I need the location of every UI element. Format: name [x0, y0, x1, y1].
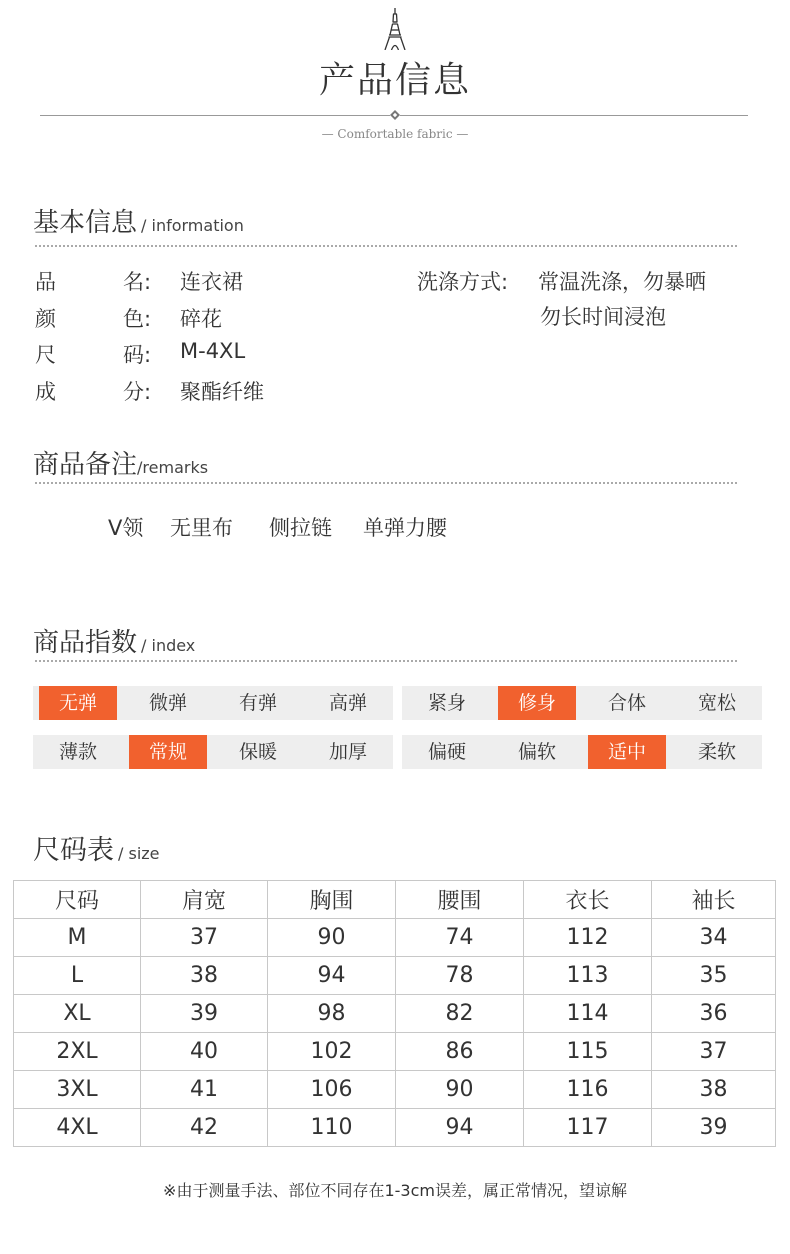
table-cell: 3XL [14, 1071, 141, 1109]
index-option-label: 常规 [129, 735, 207, 769]
remark-item: 侧拉链 [269, 516, 332, 540]
table-cell: 74 [396, 919, 524, 957]
table-cell: 90 [396, 1071, 524, 1109]
table-cell: 112 [524, 919, 652, 957]
table-row [14, 919, 776, 957]
section-title: 尺码表 [33, 835, 114, 866]
column-header: 腰围 [396, 881, 524, 919]
index-option-label: 宽松 [697, 692, 736, 714]
table-cell: 106 [268, 1071, 396, 1109]
info-key-char: 色: [123, 307, 152, 331]
index-group-elasticity [33, 686, 393, 720]
info-value: 碎花 [180, 307, 222, 331]
table-cell: 116 [524, 1071, 652, 1109]
section-title: 商品备注 [33, 450, 138, 480]
table-row [14, 1109, 776, 1147]
wash-label: 洗涤方式: [417, 270, 509, 294]
table-cell: 42 [141, 1109, 268, 1147]
wash-value-line1: 常温洗涤，勿暴晒 [538, 270, 706, 294]
table-row [14, 1033, 776, 1071]
table-cell: 78 [396, 957, 524, 995]
index-option-label: 无弹 [39, 686, 117, 720]
index-option-label: 柔软 [697, 741, 736, 763]
section-title-en: / size [118, 844, 160, 863]
table-cell: 94 [396, 1109, 524, 1147]
index-option [303, 735, 393, 769]
info-value: M-4XL [180, 339, 246, 363]
index-group-softness [402, 735, 762, 769]
index-option-label: 保暖 [238, 741, 277, 763]
index-option [672, 686, 762, 720]
index-option [582, 686, 672, 720]
table-cell: 117 [524, 1109, 652, 1147]
info-key-char: 码: [123, 343, 152, 367]
wash-value-line2: 勿长时间浸泡 [540, 305, 666, 329]
index-option-label: 适中 [588, 735, 666, 769]
table-row [14, 995, 776, 1033]
section-size-heading [33, 828, 160, 867]
table-cell: 40 [141, 1033, 268, 1071]
table-cell: 94 [268, 957, 396, 995]
index-option-label: 紧身 [427, 692, 466, 714]
table-cell: 35 [652, 957, 776, 995]
index-option-label: 偏硬 [427, 741, 466, 763]
index-option [123, 686, 213, 720]
index-option-label: 微弹 [148, 692, 187, 714]
table-cell: 38 [652, 1071, 776, 1109]
table-cell: 113 [524, 957, 652, 995]
index-option-label: 高弹 [328, 692, 367, 714]
index-option-label: 有弹 [238, 692, 277, 714]
page-title: 产品信息 [318, 60, 471, 101]
column-header: 尺码 [14, 881, 141, 919]
column-header: 肩宽 [141, 881, 268, 919]
table-cell: 41 [141, 1071, 268, 1109]
table-cell: 37 [141, 919, 268, 957]
column-header: 袖长 [652, 881, 776, 919]
dotted-divider [35, 245, 737, 247]
index-option-label: 偏软 [517, 741, 556, 763]
table-cell: 34 [652, 919, 776, 957]
section-title-en: / index [141, 636, 196, 655]
remark-item: V领 [108, 516, 144, 540]
index-option-selected [582, 735, 672, 769]
index-option-label: 薄款 [58, 741, 97, 763]
table-cell: 102 [268, 1033, 396, 1071]
index-option-selected [123, 735, 213, 769]
info-key-char: 名: [123, 270, 152, 294]
table-cell: 98 [268, 995, 396, 1033]
table-cell: 37 [652, 1033, 776, 1071]
info-key-char: 分: [123, 380, 152, 404]
index-option [402, 686, 492, 720]
remark-item: 无里布 [170, 516, 233, 540]
table-cell: M [14, 919, 141, 957]
dotted-divider [35, 482, 737, 484]
table-cell: XL [14, 995, 141, 1033]
info-key-char: 尺 [35, 343, 56, 367]
index-group-thickness [33, 735, 393, 769]
table-cell: 115 [524, 1033, 652, 1071]
index-option [492, 735, 582, 769]
table-cell: 39 [652, 1109, 776, 1147]
table-cell: 38 [141, 957, 268, 995]
index-option [672, 735, 762, 769]
table-cell: 110 [268, 1109, 396, 1147]
table-cell: 90 [268, 919, 396, 957]
section-title: 基本信息 [33, 208, 138, 238]
section-index-heading [33, 622, 195, 659]
table-row [14, 1071, 776, 1109]
info-key-char: 品 [35, 270, 56, 294]
table-cell: 82 [396, 995, 524, 1033]
table-cell: 36 [652, 995, 776, 1033]
index-option-label: 修身 [498, 686, 576, 720]
table-row [14, 957, 776, 995]
index-option [213, 686, 303, 720]
index-option-label: 加厚 [328, 741, 367, 763]
index-option [213, 735, 303, 769]
column-header: 胸围 [268, 881, 396, 919]
table-header-row [14, 881, 776, 919]
size-table [13, 880, 776, 1147]
table-cell: L [14, 957, 141, 995]
table-cell: 39 [141, 995, 268, 1033]
remark-item: 单弹力腰 [363, 516, 447, 540]
section-basic-info-heading [33, 202, 244, 239]
table-cell: 114 [524, 995, 652, 1033]
index-option-selected [492, 686, 582, 720]
info-key-char: 颜 [35, 307, 56, 331]
section-remarks-heading [33, 444, 208, 481]
table-cell: 2XL [14, 1033, 141, 1071]
info-value: 聚酯纤维 [180, 380, 264, 404]
table-cell: 4XL [14, 1109, 141, 1147]
section-title-en: /remarks [137, 458, 209, 477]
table-cell: 86 [396, 1033, 524, 1071]
eiffel-tower-icon [383, 8, 407, 50]
measurement-disclaimer: ※由于测量手法、部位不同存在1-3cm误差，属正常情况，望谅解 [163, 1181, 627, 1200]
column-header: 衣长 [524, 881, 652, 919]
index-option-label: 合体 [607, 692, 646, 714]
diamond-ornament-icon [390, 110, 400, 120]
index-option [303, 686, 393, 720]
index-option-selected [33, 686, 123, 720]
info-key-char: 成 [35, 380, 56, 404]
page-subtitle: — Comfortable fabric — [321, 127, 469, 141]
index-option [33, 735, 123, 769]
info-value: 连衣裙 [180, 270, 243, 294]
section-title: 商品指数 [33, 628, 138, 658]
section-title-en: / information [141, 216, 244, 235]
dotted-divider [35, 660, 737, 662]
index-option [402, 735, 492, 769]
index-group-fit [402, 686, 762, 720]
